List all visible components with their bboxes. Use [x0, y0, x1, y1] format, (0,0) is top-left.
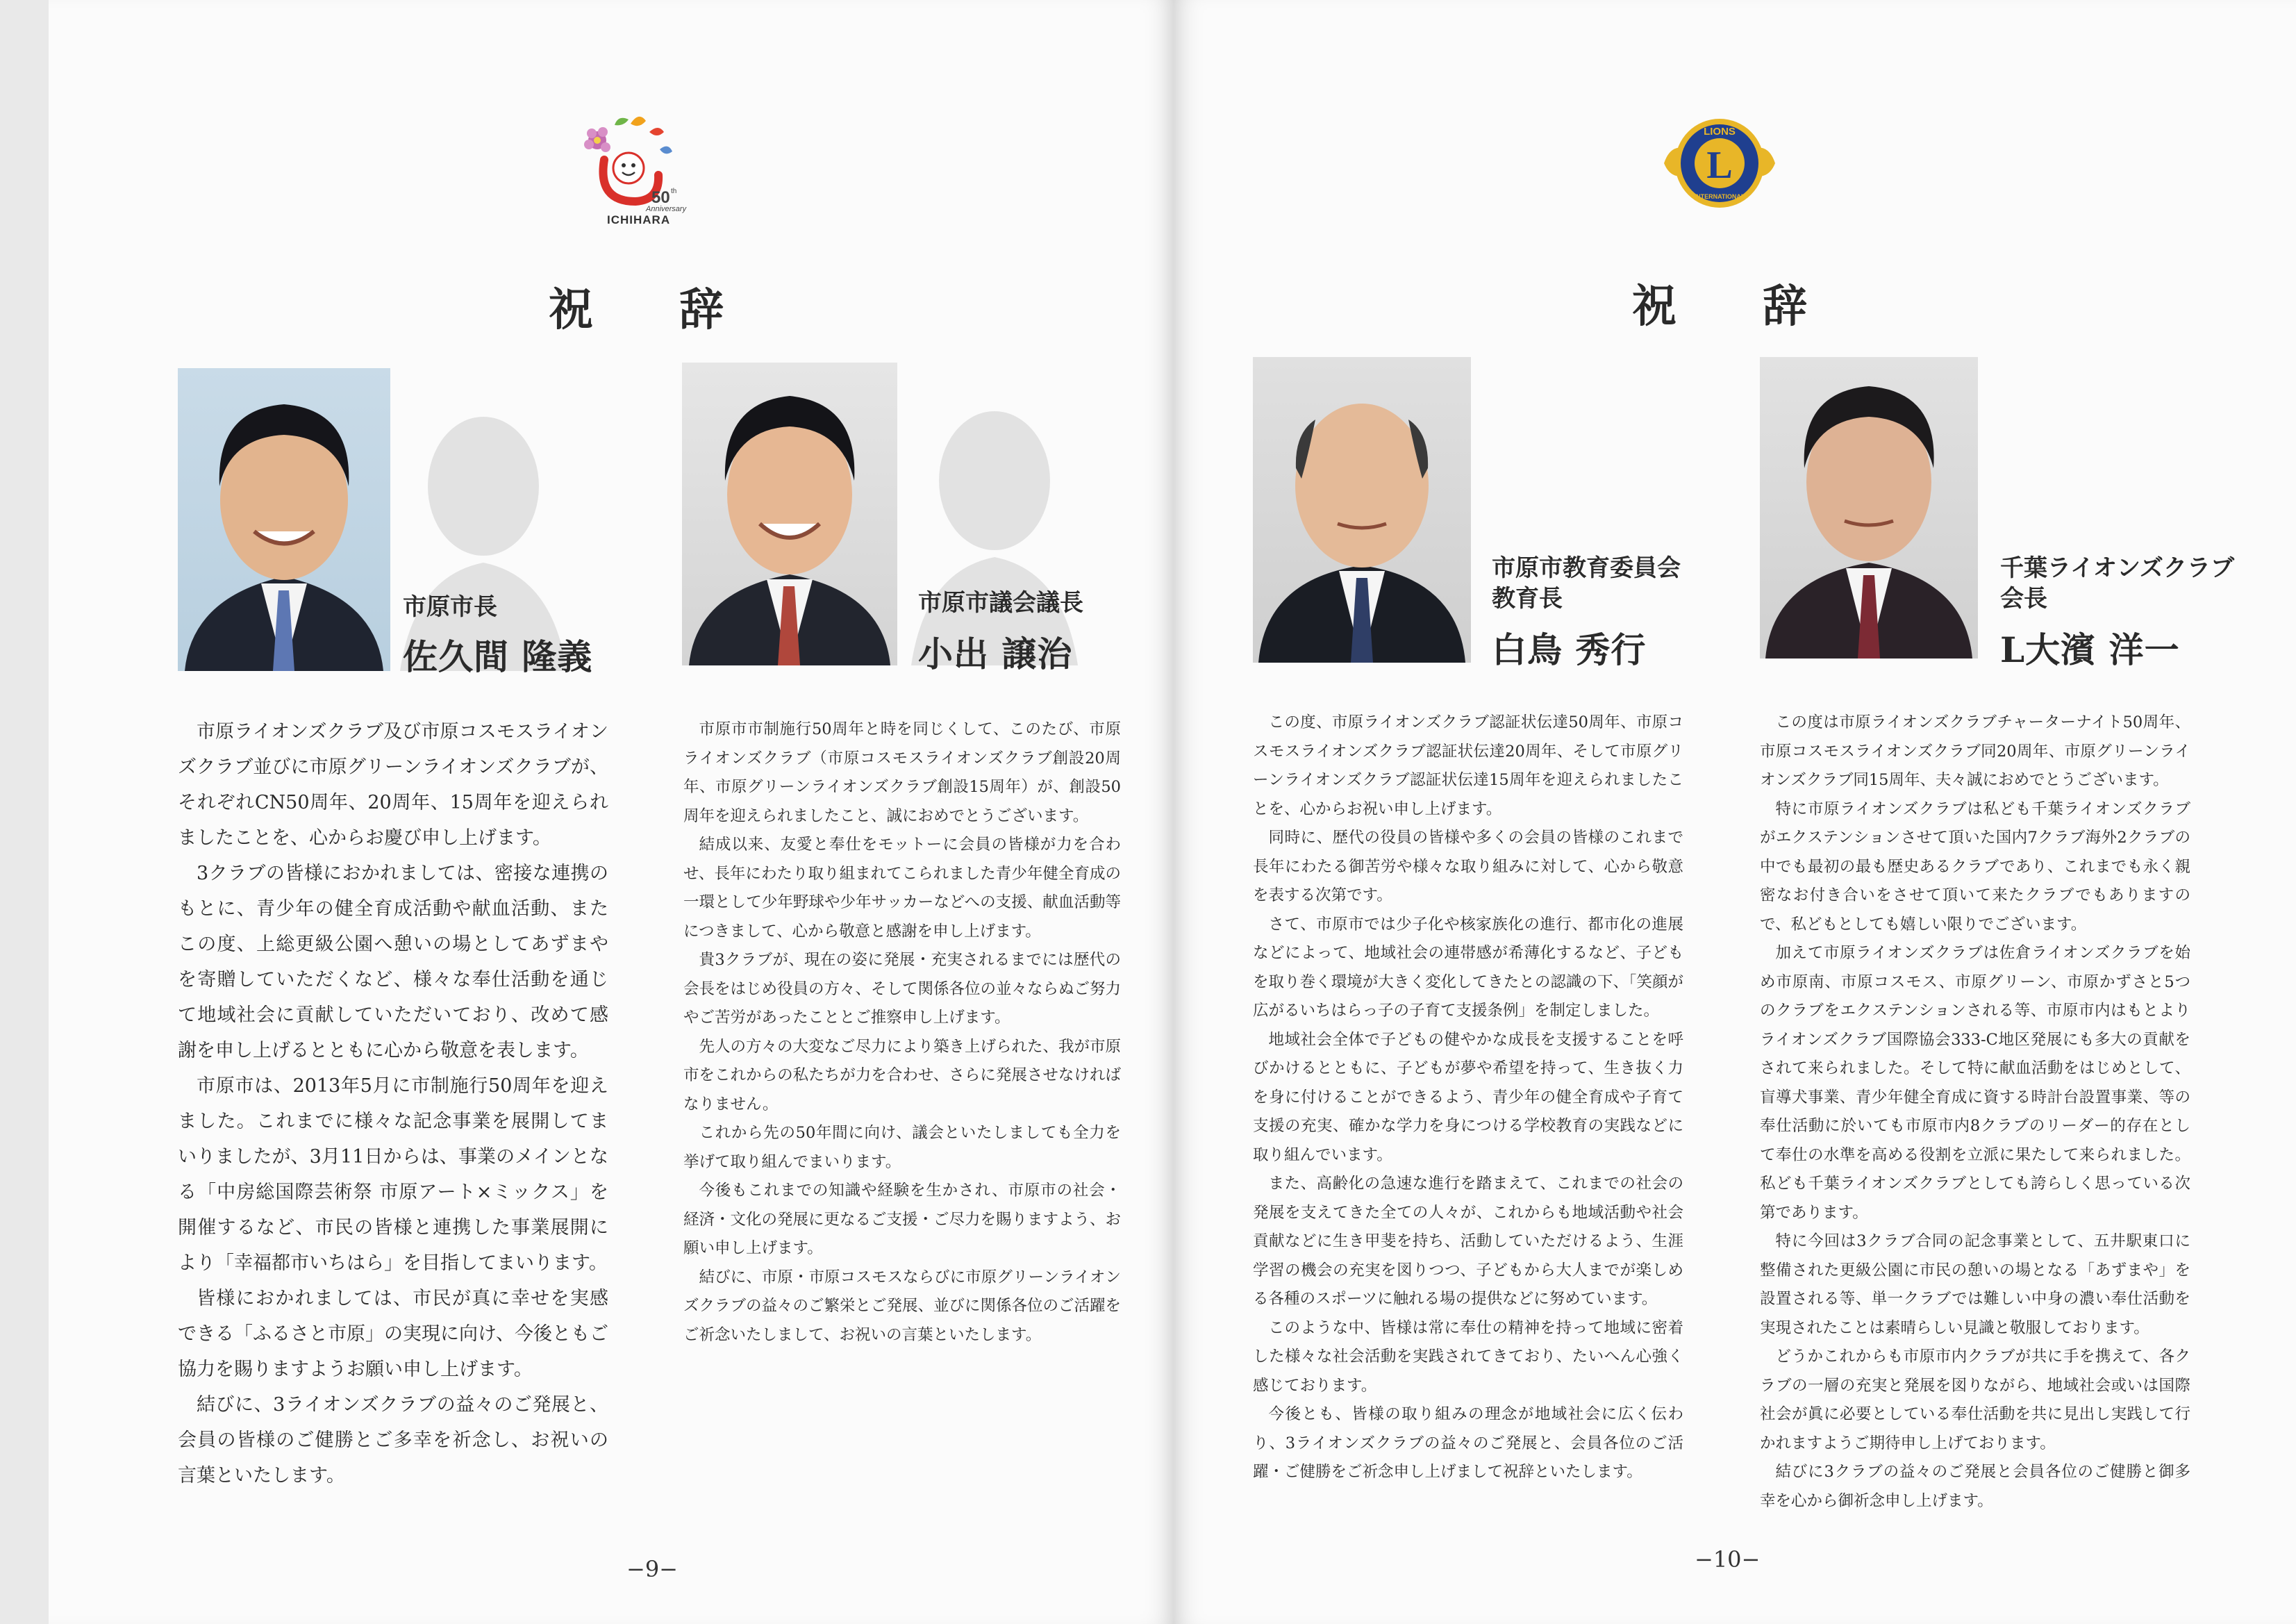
paragraph: 結びに3クラブの益々のご発展と会員各位のご健勝と御多幸を心から御祈念申し上げます。 [1760, 1463, 2190, 1510]
paragraph: これから先の50年間に向け、議会といたしましても全力を挙げて取り組んでまいります。 [683, 1124, 1121, 1171]
portrait-chiba-lions-president [1760, 357, 1982, 658]
lions-international-emblem-icon [1657, 111, 1782, 215]
paragraph: 市原市は、2013年5月に市制施行50周年を迎えました。これまでに様々な記念事業を展開してまいりましたが、3月11日からは、事業のメインとなる「中房総国際芸術祭 市原アート×ミックス」を開催するなど、市民の皆様と連携した事業展開により「幸福都市いちはら」を目指してまいります。 [178, 1075, 608, 1274]
logo-number: 50 [651, 188, 670, 207]
page-left [49, 0, 1174, 1624]
role-mayor: 市原市長 [403, 593, 497, 621]
paragraph: 地域社会全体で子どもの健やかな成長を支援することを呼びかけるとともに、子どもが夢や希望を持って、生き抜く力を身に付けることができるよう、青少年の健全育成や子育て支援の充実、確かな学力を身につける学校教育の実践などに取り組んでいます。 [1253, 1030, 1683, 1164]
page-number: −9− [626, 1556, 678, 1582]
paragraph: 市原ライオンズクラブ及び市原コスモスライオンズクラブ並びに市原グリーンライオンズクラブが、それぞれCN50周年、20周年、15周年を迎えられましたことを、心からお慶び申し上げます。 [178, 721, 608, 849]
paragraph: この度、市原ライオンズクラブ認証状伝達50周年、市原コスモスライオンズクラブ認証状伝達20周年、そして市原グリーンライオンズクラブ認証状伝達15周年を迎えられましたことを、心からお祝い申し上げます。 [1253, 713, 1683, 818]
paragraph: 今後もこれまでの知識や経験を生かされ、市原市の社会・経済・文化の発展に更なるご支援・ご尽力を賜りますよう、お願い申し上げます。 [683, 1182, 1122, 1257]
ichihara-50th-logo-icon [576, 111, 688, 229]
paragraph: 結成以来、友愛と奉仕をモットーに会員の皆様が力を合わせ、長年にわたり取り組まれてこられました青少年健全育成の一環として少年野球や少年サッカーなどへの支援、献血活動等につきまして、心から敬意と感謝を申し上げます。 [683, 836, 1121, 941]
paragraph: 結びに、3ライオンズクラブの益々のご発展と、会員の皆様のご健勝とご多幸を祈念し、お祝いの言葉といたします。 [178, 1394, 608, 1486]
speech-mayor [178, 714, 608, 1493]
paragraph: 皆様におかれましては、市民が真に幸せを実感できる「ふるさと市原」の実現に向け、今後ともご協力を賜りますようお願い申し上げます。 [178, 1288, 608, 1380]
emblem-bottom-text: INTERNATIONAL [1694, 193, 1745, 200]
paragraph: どうかこれからも市原市内クラブが共に手を携えて、各クラブの一層の充実と発展を図りながら、地域社会或いは国際社会が眞に必要としている奉仕活動を共に見出し実践して行かれますようご期待申し上げております。 [1760, 1348, 2190, 1452]
paragraph: このような中、皆様は常に奉仕の精神を持って地域に密着した様々な社会活動を実践されてきており、たいへん心強く感じております。 [1253, 1318, 1683, 1395]
portrait-council-chair [682, 363, 1103, 665]
paragraph: 3クラブの皆様におかれましては、密接な連携のもとに、青少年の健全育成活動や献血活動、またこの度、上総更級公園へ憩いの場としてあずまやを寄贈していただくなど、様々な奉仕活動を通じて地域社会に貢献していただいており、改めて感謝を申し上げるとともに心から敬意を表します。 [178, 863, 608, 1061]
logo-city: ICHIHARA [607, 213, 671, 226]
emblem-top-text: LIONS [1704, 126, 1736, 138]
paragraph: 貴3クラブが、現在の姿に発展・充実されるまでには歴代の会長をはじめ役員の方々、そして関係各位の並々ならぬご努力やご苦労があったこととご推察申し上げます。 [683, 951, 1122, 1027]
paragraph: 加えて市原ライオンズクラブは佐倉ライオンズクラブを始め市原南、市原コスモス、市原グリーン、市原かずさと5つのクラブをエクステンションされる等、市原市内はもとよりライオンズクラブ国際協会333-C地区発展にも多大の貢献をされて来られました。そして特に献血活動をはじめとして、盲導犬事業、青少年健全育成に資する時計台設置事業、等の奉仕活動に於いても市原市内8クラブのリーダー的存在として奉仕の水準を高める役割を立派に果たして来られました。私ども千葉ライオンズクラブとしても誇らしく思っている次第であります。 [1760, 944, 2190, 1222]
paragraph: また、高齢化の急速な進行を踏まえて、これまでの社会の発展を支えてきた全ての人々が、これからも地域活動や社会貢献などに生き甲斐を持ち、活動していただけるよう、生涯学習の機会の充実を図りつつ、子どもから大人までが楽しめる各種のスポーツに触れる場の提供などに努めています。 [1253, 1175, 1683, 1308]
speech-chiba-lions-president [1760, 709, 2190, 1516]
page-number: −10− [1695, 1546, 1761, 1573]
portrait-education-superintendent [1253, 357, 1670, 663]
paragraph: 同時に、歴代の役員の皆様や多くの会員の皆様のこれまで長年にわたる御苦労や様々な取り組みに対して、心から敬意を表する次第です。 [1253, 829, 1683, 904]
page-right [1174, 0, 2296, 1624]
logo-superscript: th [671, 188, 677, 195]
paragraph: 結びに、市原・市原コスモスならびに市原グリーンライオンズクラブの益々のご繁栄とご発展、並びに関係各位のご活躍をご祈念いたしまして、お祝いの言葉といたします。 [683, 1268, 1122, 1344]
role-council-chair: 市原市議会議長 [918, 589, 1083, 617]
page-title: 祝 辞 [549, 284, 725, 336]
paragraph: 特に今回は3クラブ合同の記念事業として、五井駅東口に整備された更級公園に市民の憩いの場となる「あずまや」を設置される等、単一クラブでは難しい中身の濃い奉仕活動を実現されたことは素晴らしい見識と敬服しております。 [1760, 1232, 2190, 1337]
paragraph: 今後とも、皆様の取り組みの理念が地域社会に広く伝わり、3ライオンズクラブの益々のご発展と、会員各位のご活躍・ご健勝をご祈念申し上げまして祝辞といたします。 [1253, 1405, 1683, 1481]
paragraph: 先人の方々の大変なご尽力により築き上げられた、我が市原市をこれからの私たちが力を合わせ、さらに発展させなければなりません。 [683, 1037, 1122, 1113]
paragraph: 市原市市制施行50周年と時を同じくして、このたび、市原ライオンズクラブ（市原コスモスライオンズクラブ創設20周年、市原グリーンライオンズクラブ創設15周年）が、創設50周年を迎えられましたこと、誠におめでとうございます。 [683, 720, 1121, 825]
paragraph: この度は市原ライオンズクラブチャーターナイト50周年、市原コスモスライオンズクラブ同20周年、市原グリーンライオンズクラブ同15周年、夫々誠におめでとうございます。 [1760, 713, 2190, 789]
name-chiba-lions-president: L大濱 洋一 [2000, 629, 2180, 670]
portrait-mayor [178, 368, 599, 671]
name-mayor: 佐久間 隆義 [403, 636, 593, 677]
role-chiba-lions-president: 千葉ライオンズクラブ 会長 [2000, 554, 2234, 613]
role-education-superintendent: 市原市教育委員会 教育長 [1492, 554, 1681, 613]
speech-council-chair [683, 715, 1121, 1350]
emblem-letter: L [1706, 144, 1733, 187]
logo-anniversary: Anniversary [646, 205, 687, 213]
speech-education-superintendent [1253, 709, 1683, 1487]
name-council-chair: 小出 譲治 [918, 633, 1073, 674]
page-title: 祝 辞 [1632, 281, 1808, 333]
name-education-superintendent: 白鳥 秀行 [1492, 629, 1647, 670]
paragraph: 特に市原ライオンズクラブは私ども千葉ライオンズクラブがエクステンションさせて頂いた国内7クラブ海外2クラブの中でも最初の最も歴史あるクラブであり、これまでも永く親密なお付き合いをさせて頂いて来たクラブでもありますので、私どもとしても嬉しい限りでございます。 [1760, 799, 2190, 934]
paragraph: さて、市原市では少子化や核家族化の進行、都市化の進展などによって、地域社会の連帯感が希薄化するなど、子どもを取り巻く環境が大きく変化してきたとの認識の下、「笑顔が広がるいちはらっ子の子育て支援条例」を制定しました。 [1253, 915, 1683, 1020]
